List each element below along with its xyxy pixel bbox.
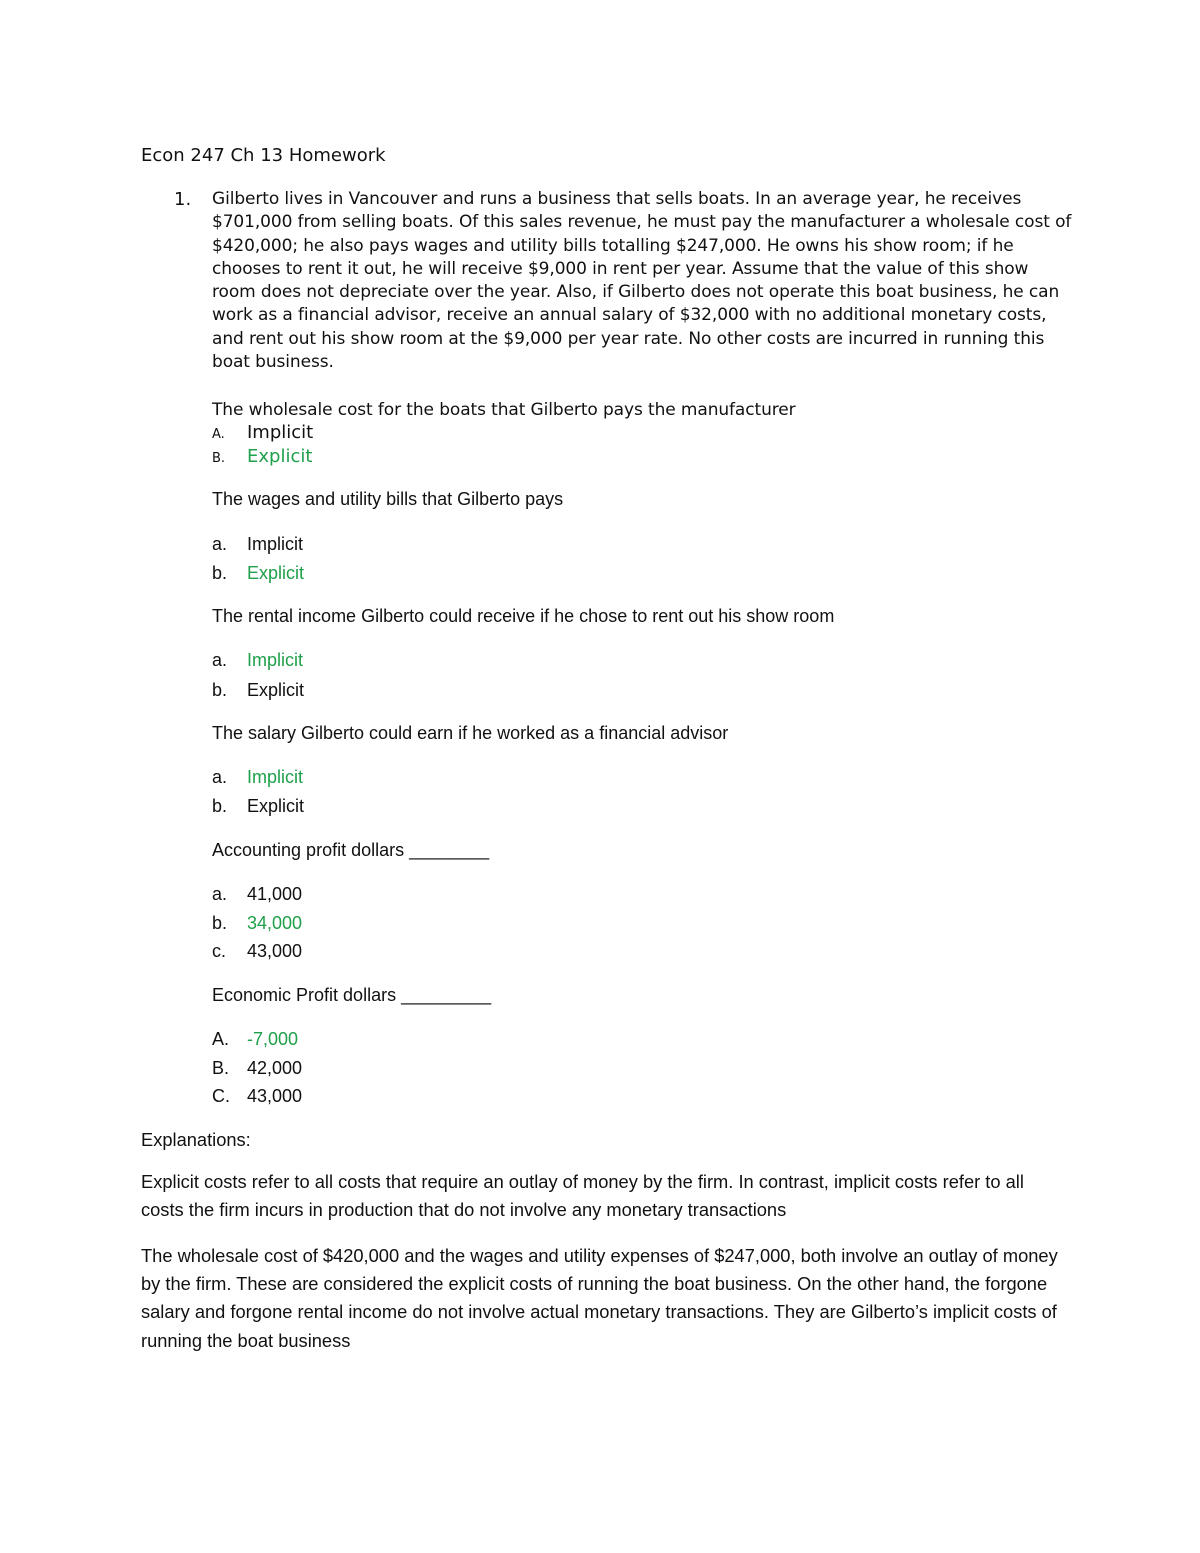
option-text: Implicit	[247, 534, 304, 554]
explanations-heading: Explanations:	[141, 1129, 251, 1150]
question-text: Gilberto lives in Vancouver and runs a business that sells boats. In an average year, he receives $701,000 from selling boats. Of this sales revenue, he must pay the manufacturer a wholesale cost of $420,000; he also pays wages and utility bills totalling $247,000. He owns his show room; if he chooses to rent it out, he will receive $9,000 in rent per year. Assume that the value of this show room does not depreciate over the year. Also, if Gilberto does not operate this boat business, he can work as a financial advisor, receive an annual salary of $32,000 with no additional monetary costs, and rent out his show room at the $9,000 per year rate. No other costs are incurred in running this boat business.	[212, 189, 1072, 373]
option-letter: A.	[212, 427, 225, 442]
option-text-correct: Explicit	[247, 446, 313, 467]
option-text: 43,000	[247, 941, 303, 961]
option-letter: a.	[212, 534, 228, 554]
option-letter: a.	[212, 650, 228, 670]
option-text: Implicit	[247, 422, 314, 443]
option-letter: b.	[212, 913, 228, 933]
option-letter: B.	[212, 1058, 230, 1078]
option-letter: a.	[212, 884, 228, 904]
option-letter: C.	[212, 1086, 230, 1106]
option-text-correct: -7,000	[247, 1029, 299, 1049]
explanation-paragraph-2: The wholesale cost of $420,000 and the wages and utility expenses of $247,000, both involve an outlay of money by the firm. These are considered the explicit costs of running the boat business. On the other hand, the forgone salary and forgone rental income do not involve actual monetary transactions. They are Gilberto’s implicit costs of running the boat business	[141, 1245, 1058, 1351]
option-text: 42,000	[247, 1058, 303, 1078]
option-text-correct: Implicit	[247, 650, 304, 670]
option-text-correct: Implicit	[247, 767, 304, 787]
option-letter: b.	[212, 680, 228, 700]
part-prompt-rental-income: The rental income Gilberto could receive if he chose to rent out his show room	[212, 606, 835, 626]
option-letter: B.	[212, 451, 226, 466]
part-prompt-salary: The salary Gilberto could earn if he worked as a financial advisor	[212, 723, 729, 743]
part-prompt-wholesale-cost: The wholesale cost for the boats that Gilberto pays the manufacturer	[212, 400, 796, 420]
question-number: 1.	[174, 189, 192, 210]
option-text: Explicit	[247, 680, 305, 700]
option-text: Explicit	[247, 796, 305, 816]
option-text: 41,000	[247, 884, 303, 904]
part-prompt-wages: The wages and utility bills that Gilberto pays	[212, 489, 564, 509]
option-letter: b.	[212, 563, 228, 583]
part-prompt-accounting-profit: Accounting profit dollars ________	[212, 840, 490, 860]
option-letter: c.	[212, 941, 227, 961]
explanation-paragraph-1: Explicit costs refer to all costs that require an outlay of money by the firm. In contrast, implicit costs refer to all costs the firm incurs in production that do not involve any monetary transactions	[141, 1171, 1024, 1221]
option-letter: a.	[212, 767, 228, 787]
option-text: 43,000	[247, 1086, 303, 1106]
option-text-correct: 34,000	[247, 913, 303, 933]
option-letter: b.	[212, 796, 228, 816]
option-letter: A.	[212, 1029, 230, 1049]
document-title: Econ 247 Ch 13 Homework	[141, 145, 386, 166]
option-text-correct: Explicit	[247, 563, 305, 583]
part-prompt-economic-profit: Economic Profit dollars _________	[212, 985, 492, 1005]
